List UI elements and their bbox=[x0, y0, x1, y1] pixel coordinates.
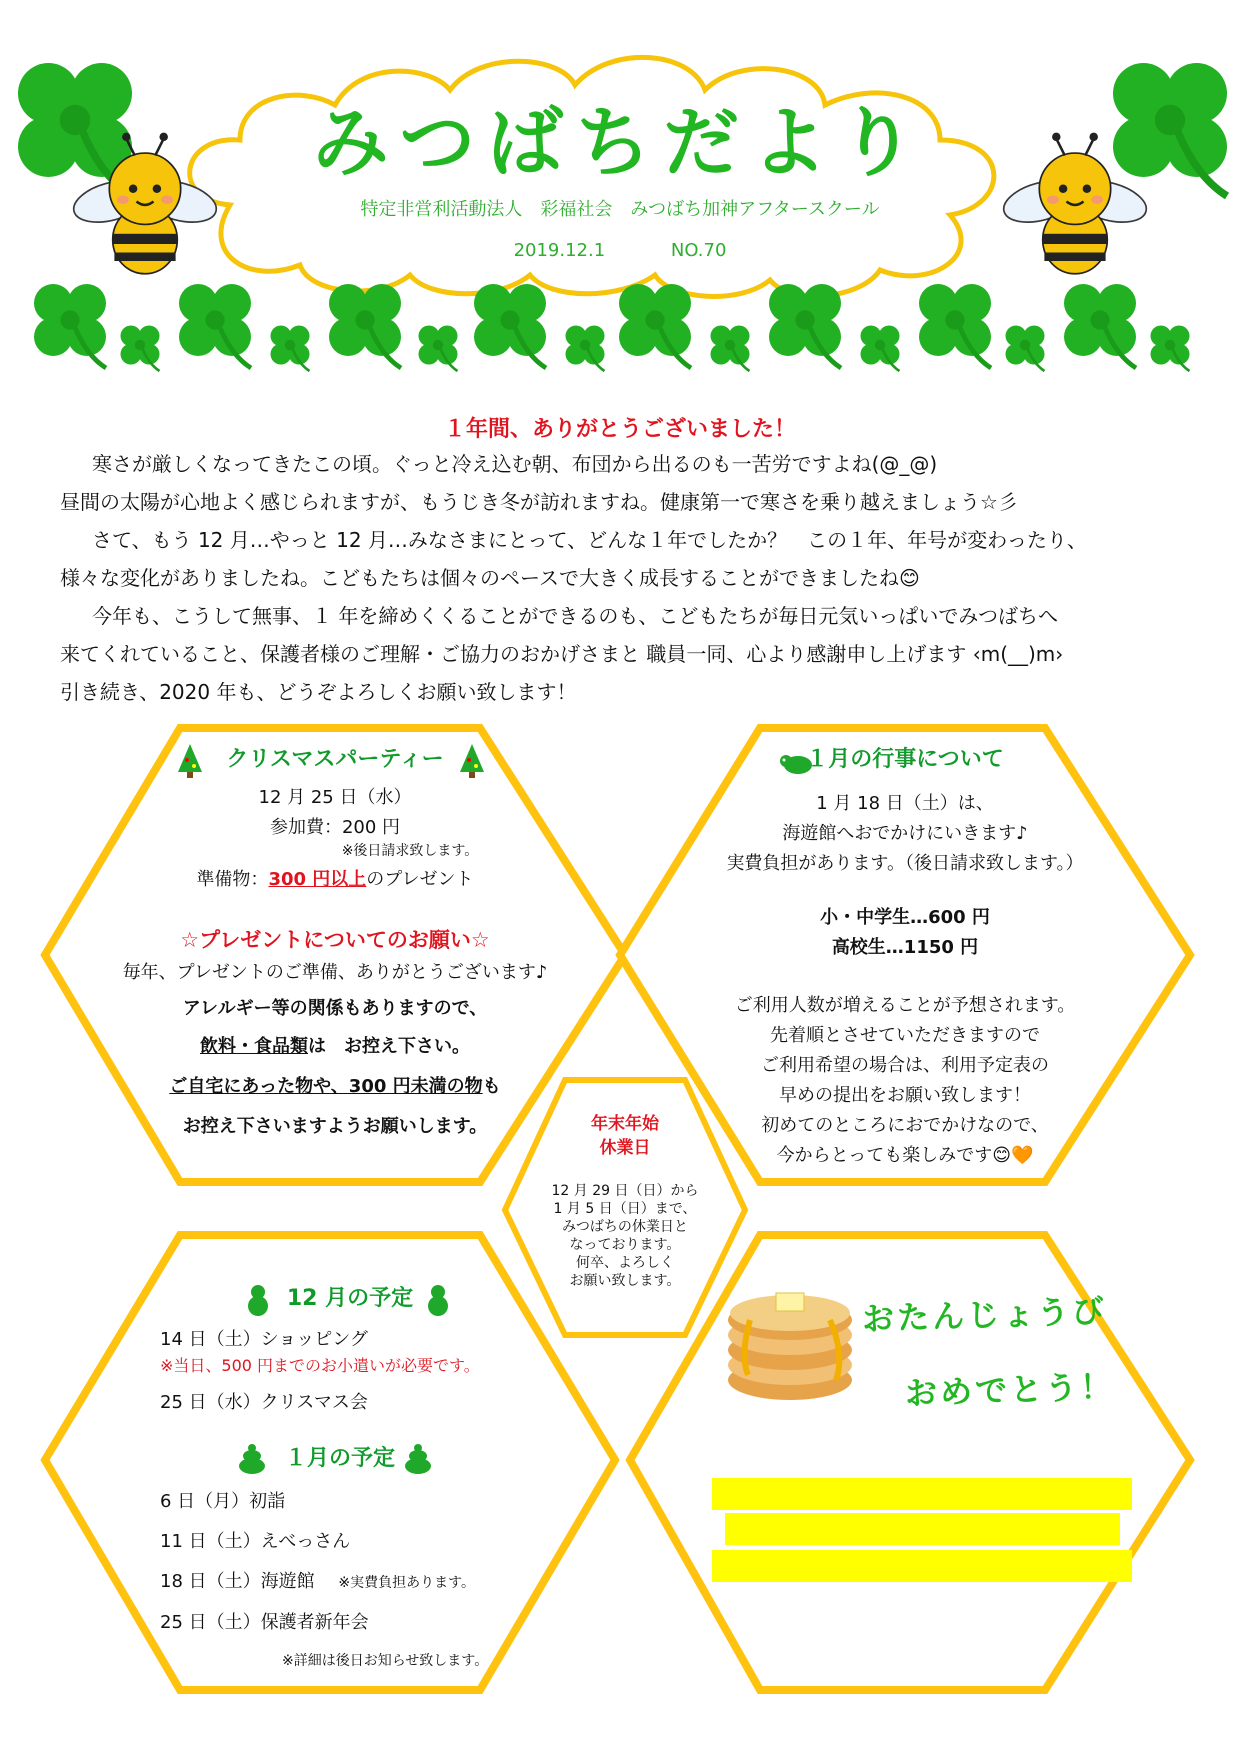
highlight-bar bbox=[725, 1513, 1120, 1545]
items-prefix: 準備物： bbox=[196, 869, 269, 890]
christmas-fee-note: ※後日請求致します。 bbox=[341, 843, 479, 859]
present-request-line bbox=[70, 1067, 600, 1107]
intro-line: 昼間の太陽が心地よく感じられますが、もうじき冬が訪れますね。健康第一で寒さを乗り越えましょう☆彡 bbox=[60, 490, 1018, 514]
event-line: 早めの提出をお願い致します！ bbox=[779, 1085, 1031, 1106]
birthday-line1: おたんじょうび bbox=[861, 1291, 1108, 1339]
christmas-date: 12 月 25 日（水） bbox=[258, 787, 412, 808]
intro-line: 来てくれていること、保護者様のご理解・ご協力のおかげさまと 職員一同、心より感謝申し上げます ‹m(__)m› bbox=[60, 642, 1064, 666]
price-line: 小・中学生…600 円 bbox=[820, 907, 990, 928]
food-drinks: 飲料・食品類 bbox=[200, 1036, 308, 1057]
present-request-line bbox=[70, 1027, 600, 1067]
schedule-item: 25 日（水）クリスマス会 bbox=[160, 1392, 368, 1413]
christmas-fee: 参加費：200 円 bbox=[269, 817, 401, 838]
clover-row bbox=[34, 284, 1190, 371]
christmas-title: クリスマスパーティー bbox=[226, 747, 444, 772]
highlight-bar bbox=[712, 1550, 1132, 1582]
schedule-note: ※当日、500 円までのお小遣いが必要です。 bbox=[160, 1356, 480, 1375]
christmas-section bbox=[70, 745, 600, 1147]
pancake-icon bbox=[728, 1293, 852, 1400]
event-line: 海遊館へおでかけにいきます♪ bbox=[782, 823, 1028, 844]
event-line: 初めてのところにおでかけなので、 bbox=[761, 1115, 1049, 1136]
schedule-note: ※実費負担あります。 bbox=[338, 1575, 475, 1591]
event-line: ご利用希望の場合は、利用予定表の bbox=[761, 1055, 1049, 1076]
items-highlight: 300 円以上 bbox=[268, 869, 367, 890]
intro-heading: １年間、ありがとうございました！ bbox=[443, 417, 796, 442]
schedule-item: 14 日（土）ショッピング bbox=[160, 1329, 368, 1350]
holiday-line: みつばちの休業日と bbox=[562, 1219, 688, 1235]
event-line: 先着順とさせていただきますので bbox=[770, 1025, 1040, 1046]
january-event-title: １月の行事について bbox=[806, 747, 1004, 772]
birthday-line2: おめでとう！ bbox=[904, 1367, 1116, 1413]
present-request-line: 毎年、プレゼントのご準備、ありがとうございます♪ bbox=[122, 962, 548, 983]
intro-line: 寒さが厳しくなってきたこの頃。ぐっと冷え込む朝、布団から出るのも一苦労ですよね(@_@) bbox=[92, 452, 938, 476]
christmas-items bbox=[70, 865, 600, 895]
intro-body bbox=[60, 445, 1190, 711]
intro-line: さて、もう 12 月…やっと 12 月…みなさまにとって、どんな１年でしたか？ この１年、年号が変わったり、 bbox=[92, 528, 1087, 552]
home-items: ご自宅にあった物や、300 円未満の物 bbox=[169, 1076, 483, 1097]
holiday-line: なっております。 bbox=[569, 1237, 681, 1253]
issue-date: 2019.12.1 bbox=[513, 240, 606, 261]
intro-line: 今年も、こうして無事、１ 年を締めくくることができるのも、こどもたちが毎日元気いっぱいでみつばちへ bbox=[92, 604, 1058, 628]
december-schedule bbox=[160, 1325, 580, 1423]
present-request-line: お控え下さいますようお願いします。 bbox=[182, 1116, 488, 1137]
schedule-item: 6 日（月）初詣 bbox=[160, 1491, 286, 1512]
january-event-section bbox=[650, 745, 1160, 1171]
issue-info bbox=[0, 240, 1240, 261]
schedule-item-text: 18 日（土）海遊館 bbox=[160, 1571, 315, 1592]
schedule-item bbox=[160, 1562, 580, 1603]
intro-line: 引き続き、2020 年も、どうぞよろしくお願い致します！ bbox=[60, 680, 577, 704]
organization-name: 特定非営利活動法人 彩福社会 みつばち加神アフタースクール bbox=[360, 199, 880, 220]
refrain-text: は お控え下さい。 bbox=[308, 1036, 470, 1057]
holiday-line: 12 月 29 日（日）から bbox=[551, 1183, 699, 1199]
holiday-title: 休業日 bbox=[599, 1138, 651, 1158]
schedule-footer-note: ※詳細は後日お知らせ致します。 bbox=[282, 1653, 489, 1669]
newsletter-title: みつばちだより bbox=[312, 98, 928, 187]
price-line: 高校生…1150 円 bbox=[831, 937, 979, 958]
holiday-section bbox=[520, 1112, 730, 1290]
schedule-item: 25 日（土）保護者新年会 bbox=[160, 1612, 369, 1633]
present-request-line: アレルギー等の関係もありますので、 bbox=[182, 998, 488, 1019]
holiday-title: 年末年始 bbox=[591, 1114, 659, 1134]
holiday-line: 1 月 5 日（日）まで、 bbox=[553, 1201, 697, 1217]
also-text: も bbox=[482, 1076, 501, 1097]
event-line: 実費負担があります。（後日請求致します。） bbox=[726, 853, 1084, 874]
items-suffix: のプレゼント bbox=[366, 869, 474, 890]
december-schedule-title: 12 月の予定 bbox=[286, 1286, 414, 1311]
event-line: ご利用人数が増えることが予想されます。 bbox=[734, 995, 1076, 1016]
present-request-title: ☆プレゼントについてのお願い☆ bbox=[180, 928, 490, 952]
january-schedule bbox=[160, 1482, 580, 1643]
holiday-line: お願い致します。 bbox=[569, 1273, 681, 1289]
highlight-bar bbox=[712, 1478, 1132, 1510]
intro-line: 様々な変化がありましたね。こどもたちは個々のペースで大きく成長することができましたね😊 bbox=[60, 566, 920, 590]
january-schedule-title: １月の予定 bbox=[284, 1446, 395, 1471]
schedule-item: 11 日（土）えべっさん bbox=[160, 1531, 351, 1552]
holiday-line: 何卒、よろしく bbox=[576, 1255, 674, 1271]
issue-number: NO.70 bbox=[670, 240, 727, 261]
event-line: 今からとっても楽しみです😊🧡 bbox=[776, 1145, 1034, 1166]
event-line: 1 月 18 日（土）は、 bbox=[816, 793, 994, 814]
